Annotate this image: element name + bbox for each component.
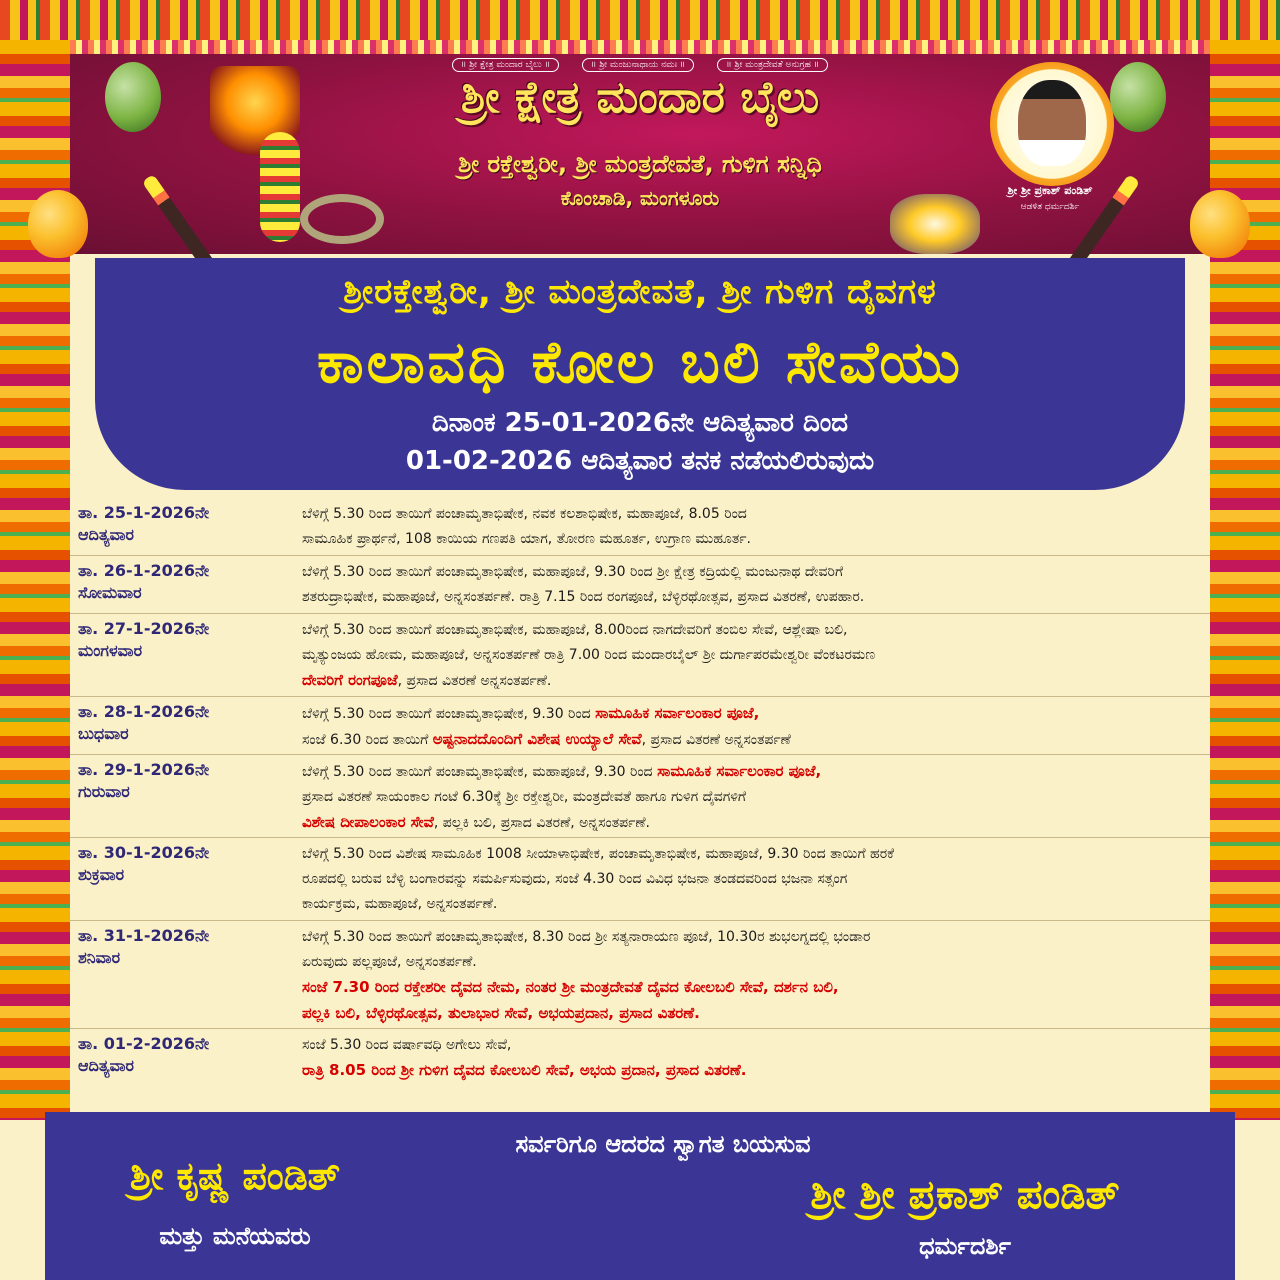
schedule-date-text: ತಾ. 26-1-2026ನೇ xyxy=(78,561,210,580)
schedule-weekday: ಆದಿತ್ಯವಾರ xyxy=(78,1056,134,1075)
schedule-line xyxy=(302,727,1202,753)
schedule-date xyxy=(78,1033,288,1077)
schedule-line xyxy=(302,527,1202,552)
schedule-date-text: ತಾ. 27-1-2026ನೇ xyxy=(78,619,210,638)
schedule-line xyxy=(302,785,1202,810)
schedule-text: ಸಂಜೆ 6.30 ರಿಂದ ತಾಯಿಗೆ xyxy=(302,732,433,748)
schedule-line xyxy=(302,668,1202,694)
trustee-name: ಶ್ರೀ ಶ್ರೀ ಪ್ರಕಾಶ್ ಪಂಡಿತ್ xyxy=(810,1172,1120,1218)
footer-welcome: ಸರ್ವರಿಗೂ ಆದರದ ಸ್ವಾಗತ ಬಯಸುವ xyxy=(515,1130,811,1158)
schedule-text: ಶತರುದ್ರಾಭಿಷೇಕ, ಮಹಾಪೂಜೆ, ಅನ್ನಸಂತರ್ಪಣೆ. ರಾತ್ರಿ 7.15 ರಿಂದ ರಂಗಪೂಜೆ, ಬೆಳ್ಳಿರಥೋತ್ಸವ, ಪ್ರಸಾದ ವಿತರಣೆ, ಉಪಹಾರ. xyxy=(302,589,865,605)
schedule-highlight: ರಾತ್ರಿ 8.05 ರಿಂದ ಶ್ರೀ ಗುಳಿಗ ದೈವದ ಕೋಲಬಲಿ ಸೇವೆ, ಅಭಯ ಪ್ರದಾನ, ಪ್ರಸಾದ ವಿತರಣೆ. xyxy=(302,1061,747,1079)
schedule-line xyxy=(302,975,1202,1001)
schedule-line xyxy=(302,867,1202,892)
schedule-weekday: ಶುಕ್ರವಾರ xyxy=(78,865,125,884)
mango-icon xyxy=(1190,190,1250,258)
banner-event-title: ಕಾಲಾವಧಿ ಕೋಲ ಬಲಿ ಸೇವೆಯು xyxy=(317,328,963,396)
schedule-text: ಬೆಳಿಗ್ಗೆ 5.30 ರಿಂದ ತಾಯಿಗೆ ಪಂಚಾಮೃತಾಭಿಷೇಕ, ಮಹಾಪೂಜೆ, 9.30 ರಿಂದ xyxy=(302,764,658,780)
schedule-divider xyxy=(70,555,1210,556)
schedule-divider xyxy=(70,613,1210,614)
schedule-text: ಪ್ರಸಾದ ವಿತರಣೆ ಸಾಯಂಕಾಲ ಗಂಟೆ 6.30ಕ್ಕೆ ಶ್ರೀ ರಕ್ತೇಶ್ವರೀ, ಮಂತ್ರದೇವತೆ ಹಾಗೂ ಗುಳಿಗ ದೈವಗಳಿಗೆ xyxy=(302,789,747,805)
schedule-text: ಏರುವುದು ಪಲ್ಲಪೂಜೆ, ಅನ್ನಸಂತರ್ಪಣೆ. xyxy=(302,954,477,970)
schedule xyxy=(70,498,1210,1110)
temple-title: ಶ್ರೀ ಕ್ಷೇತ್ರ ಮಂದಾರ ಬೈಲು xyxy=(460,72,820,123)
schedule-weekday: ಶನಿವಾರ xyxy=(78,948,121,967)
schedule-weekday: ಸೋಮವಾರ xyxy=(78,583,142,602)
schedule-line xyxy=(302,1058,1202,1084)
schedule-text: , ಪಲ್ಲಕಿ ಬಲಿ, ಪ್ರಸಾದ ವಿತರಣೆ, ಅನ್ನಸಂತರ್ಪಣೆ. xyxy=(433,815,650,831)
schedule-highlight: ಅಷ್ಟನಾದದೊಂದಿಗೆ ವಿಶೇಷ ಉಯ್ಯಾಲೆ ಸೇವೆ xyxy=(432,730,642,748)
schedule-description xyxy=(302,502,1202,552)
schedule-text: ಬೆಳಿಗ್ಗೆ 5.30 ರಿಂದ ತಾಯಿಗೆ ಪಂಚಾಮೃತಾಭಿಷೇಕ, ನವಕ ಕಲಶಾಭಿಷೇಕ, ಮಹಾಪೂಜೆ, 8.05 ರಿಂದ xyxy=(302,506,747,522)
schedule-line xyxy=(302,842,1202,867)
schedule-date xyxy=(78,925,288,969)
banner-deities: ಶ್ರೀರಕ್ತೇಶ್ವರೀ, ಶ್ರೀ ಮಂತ್ರದೇವತೆ, ಶ್ರೀ ಗುಳಿಗ ದೈವಗಳ xyxy=(343,272,937,312)
temple-subtitle: ಶ್ರೀ ರಕ್ತೇಶ್ವರೀ, ಶ್ರೀ ಮಂತ್ರದೇವತೆ, ಗುಳಿಗ ಸನ್ನಿಧಿ xyxy=(458,150,822,178)
schedule-divider xyxy=(70,754,1210,755)
schedule-text: ಬೆಳಿಗ್ಗೆ 5.30 ರಿಂದ ತಾಯಿಗೆ ಪಂಚಾಮೃತಾಭಿಷೇಕ, 9.30 ರಿಂದ xyxy=(302,706,596,722)
schedule-line xyxy=(302,1001,1202,1027)
schedule-text: ಬೆಳಿಗ್ಗೆ 5.30 ರಿಂದ ತಾಯಿಗೆ ಪಂಚಾಮೃತಾಭಿಷೇಕ, ಮಹಾಪೂಜೆ, 9.30 ರಿಂದ ಶ್ರೀ ಕ್ಷೇತ್ರ ಕದ್ರಿಯಲ್ಲಿ ಮಂಜುನಾಥ ದೇವರಿಗೆ xyxy=(302,564,844,580)
schedule-weekday: ಮಂಗಳವಾರ xyxy=(78,641,143,660)
schedule-line xyxy=(302,585,1202,610)
portrait-face xyxy=(1018,80,1086,166)
schedule-date-text: ತಾ. 25-1-2026ನೇ xyxy=(78,503,210,522)
schedule-text: ಬೆಳಿಗ್ಗೆ 5.30 ರಿಂದ ತಾಯಿಗೆ ಪಂಚಾಮೃತಾಭಿಷೇಕ, 8.30 ರಿಂದ ಶ್ರೀ ಸತ್ಯನಾರಾಯಣ ಪೂಜೆ, 10.30ರ ಶುಭಲಗ್ನದಲ್ಲಿ ಭಂಡಾರ xyxy=(302,929,871,945)
host-name: ಶ್ರೀ ಕೃಷ್ಣ ಪಂಡಿತ್ xyxy=(129,1154,341,1198)
schedule-line xyxy=(302,502,1202,527)
schedule-text: ಬೆಳಿಗ್ಗೆ 5.30 ರಿಂದ ವಿಶೇಷ ಸಾಮೂಹಿಕ 1008 ಸೀಯಾಳಾಭಿಷೇಕ, ಪಂಚಾಮೃತಾಭಿಷೇಕ, ಮಹಾಪೂಜೆ, 9.30 ರಿಂದ ತಾಯಿಗೆ ಹರಕೆ xyxy=(302,846,895,862)
schedule-date-text: ತಾ. 29-1-2026ನೇ xyxy=(78,760,210,779)
schedule-line xyxy=(302,892,1202,917)
schedule-description xyxy=(302,1033,1202,1084)
schedule-divider xyxy=(70,696,1210,697)
schedule-text: , ಪ್ರಸಾದ ವಿತರಣೆ ಅನ್ನಸಂತರ್ಪಣೆ. xyxy=(397,673,552,689)
schedule-line xyxy=(302,618,1202,643)
host-family: ಮತ್ತು ಮನೆಯವರು xyxy=(159,1222,311,1250)
schedule-date xyxy=(78,618,288,662)
schedule-date xyxy=(78,502,288,546)
schedule-text: ಸಂಜೆ 5.30 ರಿಂದ ವರ್ಷಾವಧಿ ಅಗೇಲು ಸೇವೆ, xyxy=(302,1037,512,1053)
schedule-weekday: ಗುರುವಾರ xyxy=(78,782,130,801)
flower-garland-top xyxy=(0,0,1280,40)
schedule-highlight: ಸಾಮೂಹಿಕ ಸರ್ವಾಲಂಕಾರ ಪೂಜೆ, xyxy=(657,762,822,780)
schedule-text: ಕಾರ್ಯಕ್ರಮ, ಮಹಾಪೂಜೆ, ಅನ್ನಸಂತರ್ಪಣೆ. xyxy=(302,896,498,912)
schedule-description xyxy=(302,759,1202,836)
schedule-line xyxy=(302,701,1202,727)
schedule-text: ಸಾಮೂಹಿಕ ಪ್ರಾರ್ಥನೆ, 108 ಕಾಯಿಯ ಗಣಪತಿ ಯಾಗ, ತೋರಣ ಮಹೂರ್ತ, ಉಗ್ರಾಣ ಮುಹೂರ್ತ. xyxy=(302,531,751,547)
title-banner xyxy=(95,258,1185,490)
schedule-highlight: ದೇವರಿಗೆ ರಂಗಪೂಜೆ xyxy=(302,671,398,689)
schedule-date xyxy=(78,759,288,803)
schedule-date-text: ತಾ. 30-1-2026ನೇ xyxy=(78,843,210,862)
schedule-text: , ಪ್ರಸಾದ ವಿತರಣೆ ಅನ್ನಸಂತರ್ಪಣೆ xyxy=(641,732,791,748)
mango-icon xyxy=(28,190,88,258)
schedule-highlight: ಸಾಮೂಹಿಕ ಸರ್ವಾಲಂಕಾರ ಪೂಜೆ, xyxy=(595,704,760,722)
schedule-line xyxy=(302,560,1202,585)
mantra-1: ॥ ಶ್ರೀ ಕ್ಷೇತ್ರ ಮಂದಾರ ಬೈಲು ॥ xyxy=(452,58,559,72)
schedule-divider xyxy=(70,1028,1210,1029)
schedule-date-text: ತಾ. 01-2-2026ನೇ xyxy=(78,1034,210,1053)
schedule-weekday: ಆದಿತ್ಯವಾರ xyxy=(78,525,134,544)
schedule-date-text: ತಾ. 28-1-2026ನೇ xyxy=(78,702,210,721)
garland-fringe xyxy=(70,40,1210,54)
flower-garland-icon xyxy=(260,132,300,242)
schedule-date xyxy=(78,701,288,745)
schedule-description xyxy=(302,560,1202,610)
schedule-date-text: ತಾ. 31-1-2026ನೇ xyxy=(78,926,210,945)
schedule-text: ರೂಪದಲ್ಲಿ ಬರುವ ಬೆಳ್ಳಿ ಬಂಗಾರವನ್ನು ಸಮರ್ಪಿಸುವುದು, ಸಂಜೆ 4.30 ರಿಂದ ವಿವಿಧ ಭಜನಾ ತಂಡದವರಿಂದ ಭಜನಾ ಸತ್ಸಂಗ xyxy=(302,871,848,887)
trustee-role: ಧರ್ಮದರ್ಶಿ xyxy=(919,1232,1011,1260)
portrait-photo xyxy=(990,62,1114,186)
schedule-divider xyxy=(70,920,1210,921)
banner-date-to: 01-02-2026 ಆದಿತ್ಯವಾರ ತನಕ ನಡೆಯಲಿರುವುದು xyxy=(405,446,875,476)
schedule-line xyxy=(302,950,1202,975)
schedule-highlight: ವಿಶೇಷ ದೀಪಾಲಂಕಾರ ಸೇವೆ xyxy=(302,813,434,831)
mantra-3: ॥ ಶ್ರೀ ಮಂತ್ರದೇವತೆ ಅನುಗ್ರಹ ॥ xyxy=(717,58,828,72)
schedule-date xyxy=(78,842,288,886)
schedule-line xyxy=(302,925,1202,950)
schedule-highlight: ಸಂಜೆ 7.30 ರಿಂದ ರಕ್ತೇಶರೀ ದೈವದ ನೇಮ, ನಂತರ ಶ್ರೀ ಮಂತ್ರದೇವತೆ ದೈವದ ಕೋಲಬಲಿ ಸೇವೆ, ದರ್ಶನ ಬಲಿ, xyxy=(302,978,839,996)
temple-place: ಕೊಂಚಾಡಿ, ಮಂಗಳೂರು xyxy=(560,186,720,210)
schedule-text: ಬೆಳಿಗ್ಗೆ 5.30 ರಿಂದ ತಾಯಿಗೆ ಪಂಚಾಮೃತಾಭಿಷೇಕ, ಮಹಾಪೂಜೆ, 8.00ರಿಂದ ನಾಗದೇವರಿಗೆ ತಂಬಿಲ ಸೇವೆ, ಆಶ್ಲೇಷಾ ಬಲಿ, xyxy=(302,622,848,638)
schedule-description xyxy=(302,925,1202,1027)
schedule-description xyxy=(302,618,1202,694)
banner-date-from: ದಿನಾಂಕ 25-01-2026ನೇ ಆದಿತ್ಯವಾರ ದಿಂದ xyxy=(431,408,849,438)
footer xyxy=(45,1112,1235,1280)
schedule-line xyxy=(302,643,1202,668)
mantra-2: ॥ ಶ್ರೀ ಮಂಜುನಾಥಾಯ ನಮಃ ॥ xyxy=(582,58,694,72)
portrait-name: ಶ್ರೀ ಶ್ರೀ ಪ್ರಕಾಶ್ ಪಂಡಿತ್ xyxy=(1007,184,1093,197)
schedule-line xyxy=(302,1033,1202,1058)
schedule-description xyxy=(302,701,1202,753)
coconut-icon xyxy=(105,62,161,132)
schedule-date xyxy=(78,560,288,604)
schedule-highlight: ಪಲ್ಲಕಿ ಬಲಿ, ಬೆಳ್ಳಿರಥೋತ್ಸವ, ತುಲಾಭಾರ ಸೇವೆ, ಅಭಯಪ್ರದಾನ, ಪ್ರಸಾದ ವಿತರಣೆ. xyxy=(302,1004,700,1022)
coconut-icon xyxy=(1110,62,1166,132)
schedule-weekday: ಬುಧವಾರ xyxy=(78,724,129,743)
header xyxy=(70,54,1210,254)
schedule-line xyxy=(302,810,1202,836)
schedule-description xyxy=(302,842,1202,917)
portrait-role: ಆಡಳಿತ ಧರ್ಮದರ್ಶಿ xyxy=(1020,202,1080,212)
schedule-divider xyxy=(70,837,1210,838)
schedule-text: ಮೃತ್ಯುಂಜಯ ಹೋಮ, ಮಹಾಪೂಜೆ, ಅನ್ನಸಂತರ್ಪಣೆ ರಾತ್ರಿ 7.00 ರಿಂದ ಮಂದಾರಬೈಲ್ ಶ್ರೀ ದುರ್ಗಾಪರಮೇಶ್ವರೀ ವೆಂಕಟರಮಣ xyxy=(302,647,876,663)
schedule-line xyxy=(302,759,1202,785)
